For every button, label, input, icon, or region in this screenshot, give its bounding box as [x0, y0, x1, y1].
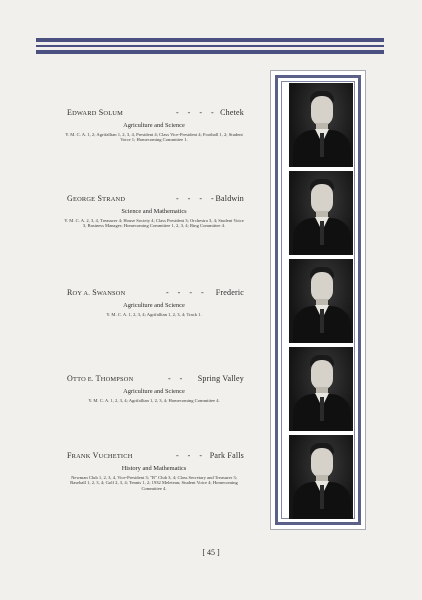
portrait-photo: [289, 347, 353, 431]
student-entry: [64, 108, 244, 143]
page-number: [ 45 ]: [202, 548, 220, 557]
major: Science and Mathematics: [121, 208, 187, 215]
name-line: [64, 451, 244, 463]
header-rule-top: [36, 38, 384, 42]
name-line: [64, 194, 244, 206]
name-line: [64, 108, 244, 120]
portrait-photo: [289, 259, 353, 343]
header-rule-bottom: [36, 50, 384, 54]
name-dashes: - - -: [176, 451, 206, 460]
name-line: [64, 374, 244, 386]
name-dashes: - - - -: [166, 288, 208, 297]
student-name: GEORGE STRAND: [67, 194, 126, 203]
portrait-photo: [289, 83, 353, 167]
portrait-photo: [289, 171, 353, 255]
major: Agriculture and Science: [123, 388, 185, 395]
major: History and Mathematics: [121, 465, 187, 472]
major: Agriculture and Science: [123, 302, 185, 309]
student-name: ROY A. SWANSON: [67, 288, 126, 297]
name-dashes: - -: [168, 374, 186, 383]
hometown: Baldwin: [215, 194, 244, 203]
student-entry: [64, 374, 244, 403]
student-name: OTTO E. THOMPSON: [67, 374, 134, 383]
hometown: Spring Valley: [197, 374, 244, 383]
hometown: Frederic: [215, 288, 244, 297]
name-dashes: - - - -: [176, 108, 218, 117]
header-rule-middle: [36, 45, 384, 47]
activities: Newman Club 1, 2, 3, 4, Vice-President 3; "R" Club 3, 4; Class Secretary and Treasurer 3; Baseball 1, 2, 3, 4; Golf 2, 3, 4; Tennis 1, 2; 1932 Meletean; Student Voice 4; Homecoming Committee 4.: [70, 475, 238, 491]
student-entry: [64, 451, 244, 491]
activities: Y. M. C. A. 1, 2; Agrifallian 1, 2, 3, 4, President 4; Class Vice-President 4; Football 1, 2; Student Voice 1; Homecoming Committee 1.: [65, 132, 243, 143]
hometown: Chetek: [220, 108, 244, 117]
name-dashes: - - - -: [176, 194, 218, 203]
student-entry: [64, 194, 244, 229]
activities: Y. M. C. A. 1, 2, 3, 4; Agrifallian 1, 2, 3, 4; Track 1.: [106, 312, 202, 317]
portrait-photo: [289, 435, 353, 519]
student-entry: [64, 288, 244, 317]
activities: Y. M. C. A. 1, 2, 3, 4; Agrifallian 1, 2, 3, 4; Homecoming Committee 4.: [88, 398, 220, 403]
major: Agriculture and Science: [123, 122, 185, 129]
portrait-frame: [270, 70, 366, 530]
student-name: EDWARD SOLUM: [67, 108, 124, 117]
hometown: Park Falls: [209, 451, 244, 460]
student-name: FRANK VUCHETICH: [67, 451, 133, 460]
name-line: [64, 288, 244, 300]
activities: Y. M. C. A. 2, 3, 4, Treasurer 4; House Society 4; Class President 3; Orchestra 3, 4; Student Voice 3, Business Manager; Homecoming Committee 1, 2, 3, 4; Ring Committee 4.: [64, 218, 244, 229]
